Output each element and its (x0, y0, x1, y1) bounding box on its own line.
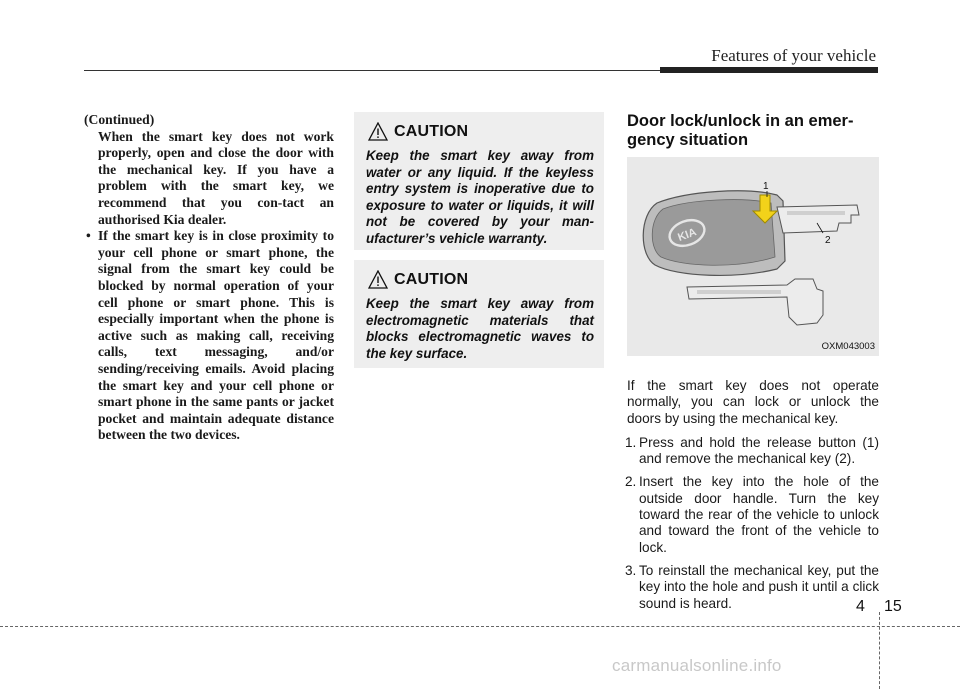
caution-header (366, 268, 594, 292)
caution-body: Keep the smart key away from water or any liquid. If the keyless entry system is inoperative due to exposure to water or liquids, it will not be covered by your man-ufacturer’s vehicle warranty. (366, 148, 594, 246)
warning-triangle-icon (368, 270, 388, 290)
section-title: Door lock/unlock in an emer-gency situation (627, 112, 854, 149)
continued-label: (Continued) (84, 112, 155, 127)
site-watermark[interactable]: carmanualsonline.info (612, 656, 782, 675)
header-rule-bar (660, 67, 878, 73)
step-number: 3. (625, 562, 637, 578)
figure-code: OXM043003 (821, 341, 875, 352)
step-text: Insert the key into the hole of the outside door handle. Turn the key toward the rear of the vehicle to unlock and toward the front of the vehicle to lock. (639, 474, 879, 555)
chapter-number: 4 (856, 598, 865, 615)
smart-key-illustration (627, 157, 879, 356)
header-rule (84, 70, 660, 71)
caution-title: CAUTION (394, 123, 469, 140)
footer-rule (0, 626, 960, 627)
footer-divider (879, 612, 880, 689)
bullet-item (86, 228, 334, 444)
caution-header (366, 120, 594, 144)
caution-box-electromagnetic (354, 260, 604, 368)
page-number: 15 (884, 598, 902, 615)
callout-2-label: 2 (825, 235, 831, 246)
running-header: Features of your vehicle (711, 46, 876, 65)
emergency-instructions (627, 378, 879, 619)
svg-text:KIA: KIA (676, 226, 699, 244)
step-number: 1. (625, 434, 637, 450)
bullet-text: If the smart key is in close proximity to your cell phone or smart phone, the signal from the smart key could be blocked by normal operation of your cell phone or smart phone. This is especially important when the phone is active such as making call, receiving calls, text messaging, and/or sending/receiving emails. Avoid placing the smart key and your cell phone or smart phone in the same pants or jacket pocket and maintain adequate distance between the two devices. (98, 228, 334, 443)
callout-1-label: 1 (763, 181, 769, 192)
mechanical-key (777, 205, 859, 233)
step-item (627, 474, 879, 555)
caution-title: CAUTION (394, 271, 469, 288)
step-number: 2. (625, 474, 637, 490)
intro-paragraph: If the smart key does not operate normally, you can lock or unlock the doors by using the mechanical key. (627, 378, 879, 426)
step-text: To reinstall the mechanical key, put the key into the hole and push it until a click sound is heard. (639, 562, 879, 611)
caution-body: Keep the smart key away from electromagnetic materials that blocks electromagnetic waves to the key surface. (366, 296, 594, 361)
smart-key-figure (627, 157, 879, 356)
caution-box-water (354, 112, 604, 250)
emergency-section (627, 112, 879, 150)
column-continued-text (84, 112, 334, 444)
step-text: Press and hold the release button (1) and remove the mechanical key (2). (639, 434, 879, 467)
warning-triangle-icon (368, 122, 388, 142)
step-item (627, 435, 879, 468)
bullet-mark: • (86, 228, 91, 244)
step-item (627, 563, 879, 612)
smart-key-paragraph: When the smart key does not work properly, open and close the door with the mechanical key. If you have a problem with the smart key, we recommend that you con-tact an authorised Kia dealer. (98, 128, 334, 227)
mechanical-key-detached (687, 279, 823, 325)
